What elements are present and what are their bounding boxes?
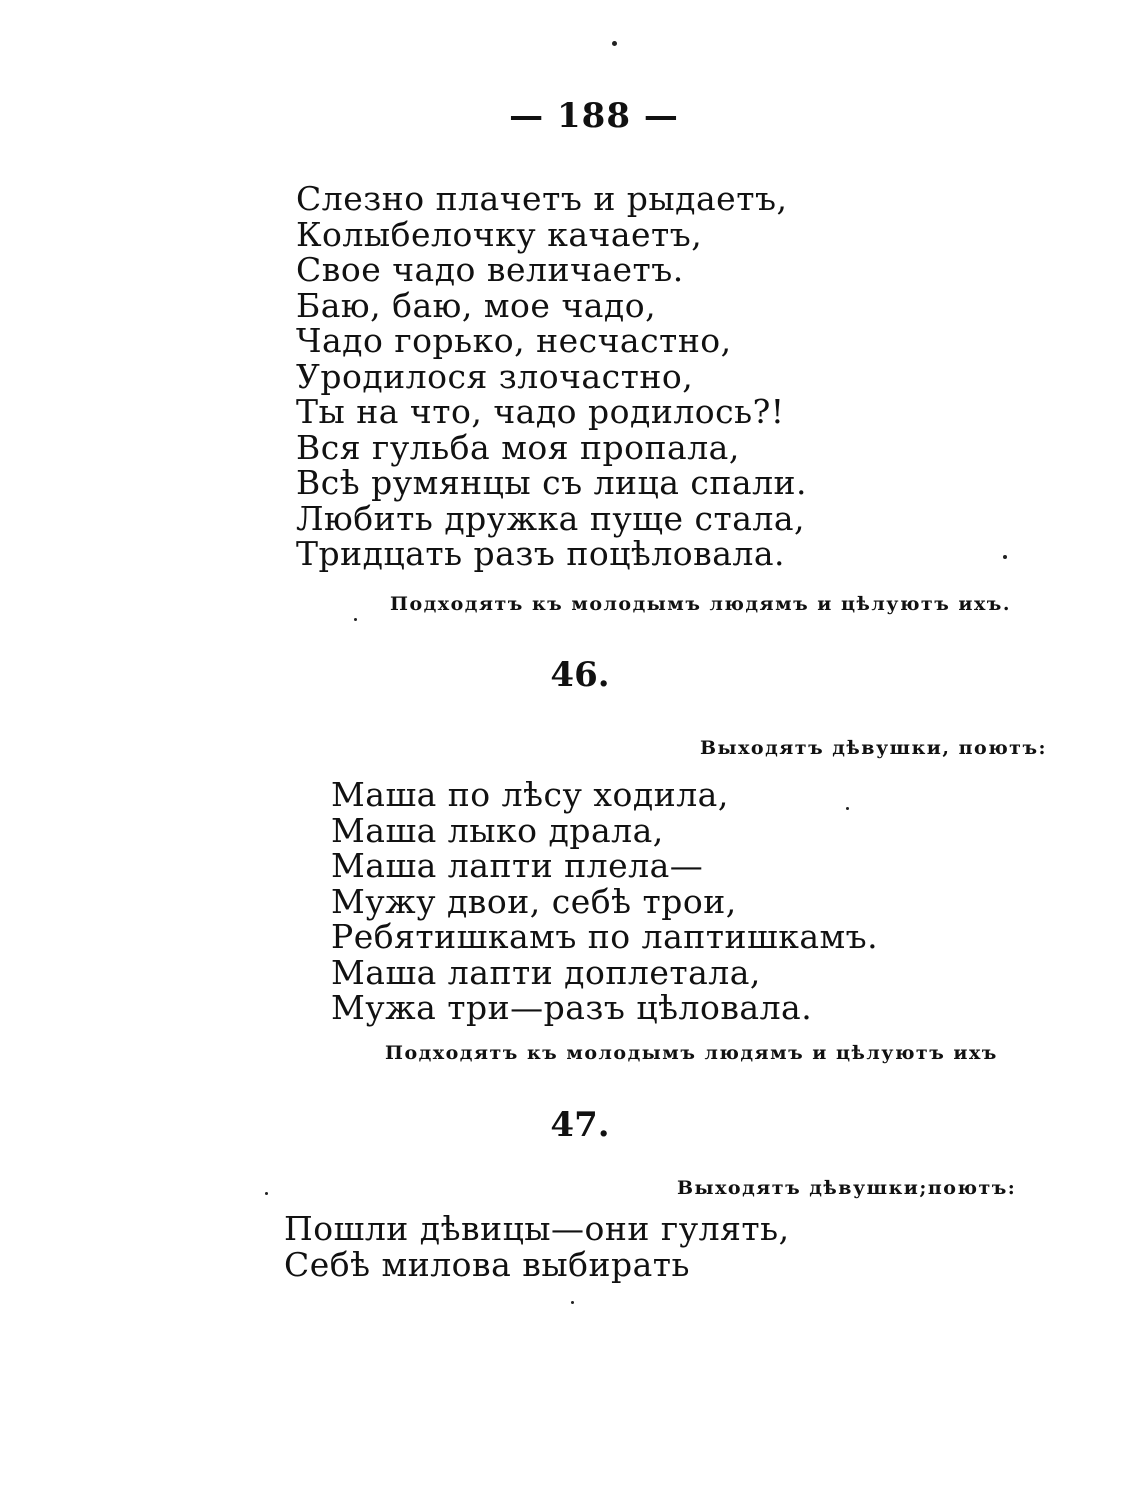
verse-line: Пошли дѣвицы—они гулять, — [284, 1209, 790, 1248]
print-speck — [846, 807, 849, 810]
stage-direction-1: Подходятъ къ молодымъ людямъ и цѣлуютъ ихъ. — [390, 593, 1011, 615]
verse-line: Колыбелочку качаетъ, — [296, 214, 703, 254]
verse-line: Всѣ румянцы съ лица спали. — [296, 463, 808, 502]
verse-line: Маша лыко драла, — [331, 810, 664, 850]
verse-block-46 — [331, 777, 878, 1026]
song-46-intro: Выходятъ дѣвушки, поютъ: — [700, 737, 1048, 759]
verse-line: Маша лапти доплетала, — [331, 952, 761, 992]
verse-line: Маша по лѣсу ходила, — [331, 775, 729, 814]
verse-block-1 — [296, 181, 807, 572]
verse-line: Тридцать разъ поцѣловала. — [296, 534, 786, 573]
stage-direction-46: Подходятъ къ молодымъ людямъ и цѣлуютъ ихъ — [385, 1042, 998, 1064]
verse-line: Слезно плачетъ и рыдаетъ, — [296, 179, 788, 218]
verse-line: Себѣ милова выбирать — [284, 1244, 690, 1284]
song-number-47: 47. — [550, 1105, 610, 1145]
print-speck — [1003, 555, 1007, 559]
verse-line: Чадо горько, несчастно, — [296, 321, 732, 360]
verse-line: Мужу двои, себѣ трои, — [331, 881, 737, 921]
page-number: — 188 — — [509, 96, 679, 136]
verse-line: Маша лапти плела— — [331, 846, 704, 885]
verse-line: Ребятишкамъ по лаптишкамъ. — [331, 917, 879, 956]
verse-line: Свое чадо величаетъ. — [296, 250, 684, 289]
print-speck — [571, 1301, 574, 1304]
verse-block-47 — [284, 1211, 790, 1282]
verse-line: Ты на что, чадо родилось?! — [296, 392, 785, 431]
song-47-intro: Выходятъ дѣвушки;поютъ: — [677, 1177, 1017, 1199]
print-speck — [265, 1192, 268, 1195]
verse-line: Любить дружка пуще стала, — [296, 498, 805, 538]
print-speck — [354, 618, 357, 621]
song-number-46: 46. — [550, 655, 610, 695]
verse-line: Вся гульба моя пропала, — [296, 427, 740, 467]
verse-line: Уродилося злочастно, — [296, 356, 694, 396]
verse-line: Баю, баю, мое чадо, — [296, 285, 657, 325]
print-speck — [612, 41, 617, 46]
verse-line: Мужа три—разъ цѣловала. — [331, 988, 813, 1027]
